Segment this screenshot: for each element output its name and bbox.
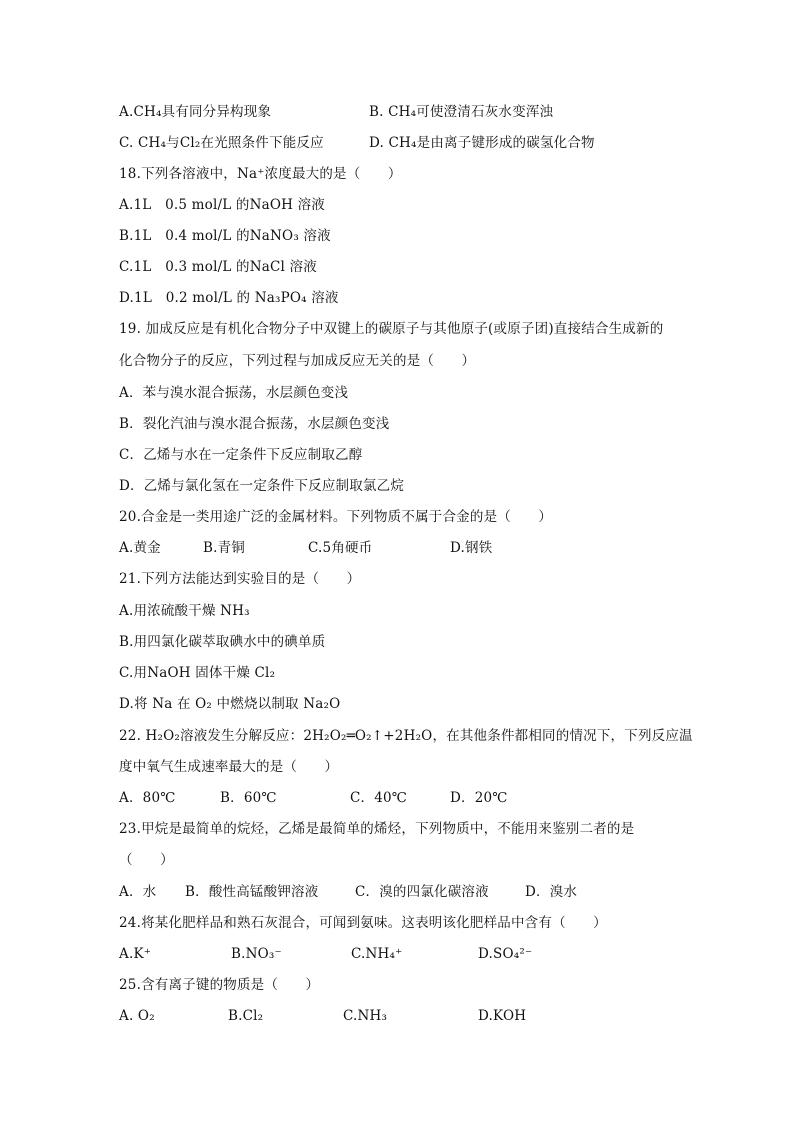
q23-stem-line2: （ ） <box>119 852 174 868</box>
q23-option-b: B．酸性高锰酸钾溶液 <box>185 884 319 900</box>
q21-option-c: C.用NaOH 固体干燥 Cl₂ <box>119 665 276 681</box>
q22-option-c: C．40℃ <box>350 790 408 806</box>
q24-option-b: B.NO₃⁻ <box>231 946 282 962</box>
q21-option-b: B.用四氯化碳萃取碘水中的碘单质 <box>119 634 326 650</box>
q21-option-a: A.用浓硫酸干燥 NH₃ <box>119 603 250 619</box>
q22-option-b: B．60℃ <box>220 790 277 806</box>
q25-option-a: A. O₂ <box>119 1008 155 1024</box>
q21-stem: 21.下列方法能达到实验目的是（ ） <box>119 571 361 587</box>
q19-stem-line2: 化合物分子的反应，下列过程与加成反应无关的是（ ） <box>119 353 476 369</box>
q19-option-b: B．裂化汽油与溴水混合振荡，水层颜色变浅 <box>119 416 390 432</box>
q17-option-b: B. CH₄可使澄清石灰水变浑浊 <box>369 104 554 120</box>
q19-option-c: C．乙烯与水在一定条件下反应制取乙醇 <box>119 447 363 463</box>
q24-option-c: C.NH₄⁺ <box>351 946 403 962</box>
q20-option-c: C.5角硬币 <box>308 540 373 556</box>
q20-option-d: D.钢铁 <box>450 540 493 556</box>
q23-option-c: C．溴的四氯化碳溶液 <box>355 884 489 900</box>
q20-stem: 20.合金是一类用途广泛的金属材料。下列物质不属于合金的是（ ） <box>119 509 553 525</box>
q25-option-d: D.KOH <box>478 1008 527 1024</box>
q17-option-d: D. CH₄是由离子键形成的碳氢化合物 <box>369 135 595 151</box>
q22-option-a: A．80℃ <box>119 790 176 806</box>
q24-option-d: D.SO₄²⁻ <box>478 946 533 962</box>
q20-option-a: A.黄金 <box>119 540 161 556</box>
q25-option-b: B.Cl₂ <box>228 1008 264 1024</box>
q25-stem: 25.含有离子键的物质是（ ） <box>119 977 320 993</box>
q22-option-d: D．20℃ <box>450 790 508 806</box>
q17-option-a: A.CH₄具有同分异构现象 <box>119 104 272 120</box>
q18-option-d: D.1L 0.2 mol/L 的 Na₃PO₄ 溶液 <box>119 290 339 306</box>
q22-stem-line1: 22. H₂O₂溶液发生分解反应：2H₂O₂═O₂↑+2H₂O，在其他条件都相同的情况下，下列反应温 <box>119 728 693 744</box>
q20-option-b: B.青铜 <box>203 540 246 556</box>
q24-option-a: A.K⁺ <box>119 946 152 962</box>
q24-stem: 24.将某化肥样品和熟石灰混合，可闻到氨味。这表明该化肥样品中含有（ ） <box>119 915 607 931</box>
q17-option-c: C. CH₄与Cl₂在光照条件下能反应 <box>119 135 324 151</box>
q18-option-a: A.1L 0.5 mol/L 的NaOH 溶液 <box>119 197 325 213</box>
q22-stem-line2: 度中氧气生成速率最大的是（ ） <box>119 759 339 775</box>
q19-option-a: A．苯与溴水混合振荡，水层颜色变浅 <box>119 385 349 401</box>
q23-stem-line1: 23.甲烷是最简单的烷烃，乙烯是最简单的烯烃，下列物质中，不能用来鉴别二者的是 <box>119 821 635 837</box>
q19-stem-line1: 19. 加成反应是有机化合物分子中双键上的碳原子与其他原子(或原子团)直接结合生成新的 <box>119 321 664 337</box>
q19-option-d: D．乙烯与氯化氢在一定条件下反应制取氯乙烷 <box>119 478 405 494</box>
q23-option-a: A．水 <box>119 884 157 900</box>
q18-option-c: C.1L 0.3 mol/L 的NaCl 溶液 <box>119 259 317 275</box>
q25-option-c: C.NH₃ <box>343 1008 388 1024</box>
q18-stem: 18.下列各溶液中，Na⁺浓度最大的是（ ） <box>119 166 402 182</box>
q21-option-d: D.将 Na 在 O₂ 中燃烧以制取 Na₂O <box>119 696 341 712</box>
q18-option-b: B.1L 0.4 mol/L 的NaNO₃ 溶液 <box>119 228 331 244</box>
q23-option-d: D．溴水 <box>525 884 578 900</box>
